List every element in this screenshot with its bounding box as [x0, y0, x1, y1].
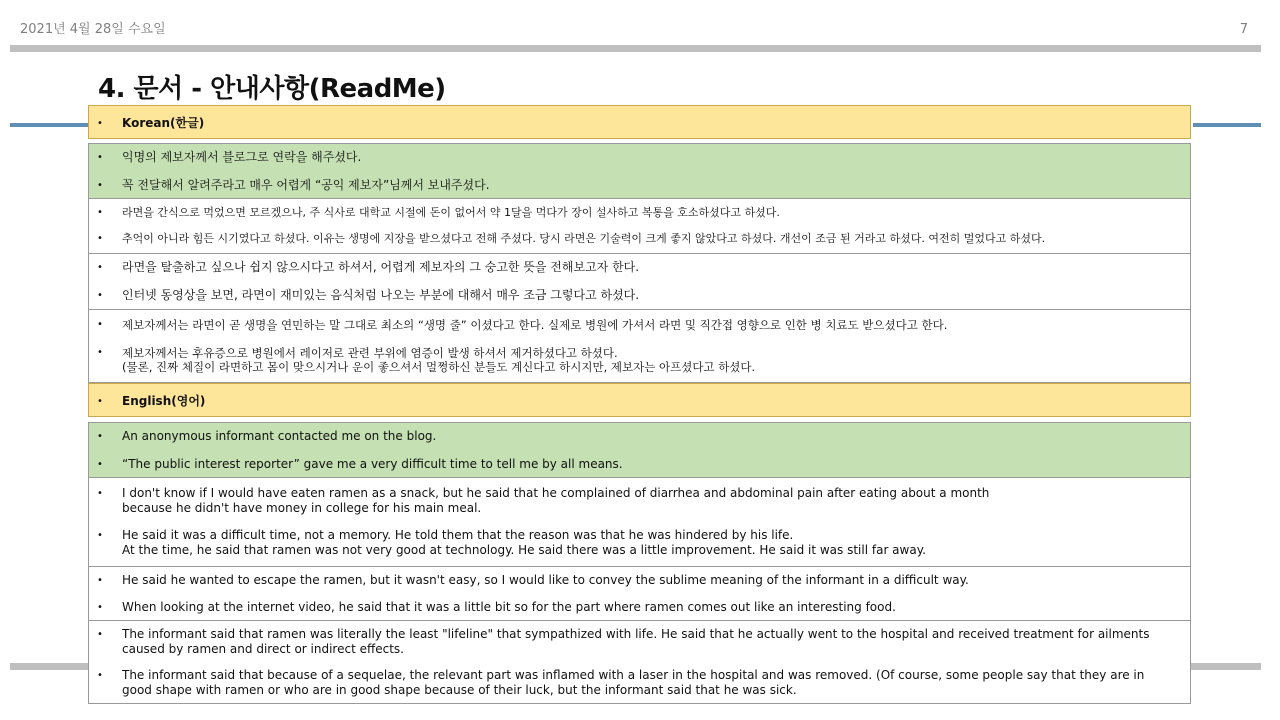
- list-item-text: 인터넷 동영상을 보면, 라면이 재미있는 음식처럼 나오는 부분에 대해서 매우 조금 그렇다고 하셨다.: [122, 288, 640, 302]
- bullet: •: [97, 459, 103, 470]
- list-item-text: 익명의 제보자께서 블로그로 연락을 해주셨다.: [122, 150, 362, 164]
- list-item-text: 꼭 전달해서 알려주라고 매우 어렵게 “공익 제보자”님께서 보내주셨다.: [122, 178, 490, 192]
- list-item-text: 추억이 아니라 힘든 시기였다고 하셨다. 이유는 생명에 지장을 받으셨다고 전해 주셨다. 당시 라면은 기술력이 크게 좋지 않았다고 하셨다. 개선이 조금 된 거라고 하셨다. 여전히 멀었다고 하셨다.: [122, 232, 1046, 245]
- bullet: •: [97, 290, 103, 301]
- list-item-text: 제보자께서는 후유증으로 병원에서 레이저로 관련 부위에 염증이 발생 하셔서 제거하셨다고 하셨다. (물론, 진짜 체질이 라면하고 몸이 맞으시거나 운이 좋으셔서 멀쩡하신 분들도 계신다고 하시지만, 제보자는 아프셨다고 하셨다.: [122, 346, 756, 374]
- list-item-text: The informant said that ramen was literally the least "lifeline" that sympathized with life. He said that he actually went to the hospital and received treatment for ailments caused by ramen and direct or indirect effects.: [122, 627, 1150, 656]
- list-item-text: An anonymous informant contacted me on the blog.: [122, 429, 437, 443]
- page-number: 7: [1239, 22, 1248, 37]
- bullet: •: [97, 530, 103, 541]
- list-item-text: “The public interest reporter” gave me a very difficult time to tell me by all means.: [122, 457, 623, 471]
- list-item-text: 제보자께서는 라면이 곧 생명을 연민하는 말 그대로 최소의 “생명 줄” 이셨다고 한다. 실제로 병원에 가셔서 라면 및 직간접 영향으로 인한 병 치료도 받으셨다고 한다.: [122, 318, 948, 332]
- bullet: •: [97, 575, 103, 586]
- bullet: •: [97, 319, 103, 330]
- section-header-korean: [88, 105, 1191, 139]
- text-box-english-2: [88, 566, 1191, 621]
- bullet: •: [97, 262, 103, 273]
- text-box-korean-3: [88, 309, 1191, 383]
- top-divider-bar: [10, 45, 1261, 52]
- list-item-text: When looking at the internet video, he said that it was a little bit so for the part where ramen comes out like an interesting food.: [122, 600, 896, 614]
- bullet: •: [97, 396, 103, 407]
- slide-title: 4. 문서 - 안내사항(ReadMe): [98, 74, 446, 104]
- text-box-english-3: [88, 620, 1191, 704]
- bullet: •: [97, 347, 103, 358]
- list-item-text: He said he wanted to escape the ramen, but it wasn't easy, so I would like to convey the sublime meaning of the informant in a difficult way.: [122, 573, 969, 587]
- section-header-english: [88, 383, 1191, 417]
- list-item-text: I don't know if I would have eaten ramen as a snack, but he said that he complained of diarrhea and abdominal pain after eating about a month because he didn't have money in college for his main meal.: [122, 486, 990, 515]
- text-box-korean-2: [88, 253, 1191, 310]
- bullet: •: [97, 602, 103, 613]
- bullet: •: [97, 629, 103, 640]
- bullet: •: [97, 488, 103, 499]
- text-box-english-intro: [88, 422, 1191, 478]
- slide-date: 2021년 4월 28일 수요일: [20, 22, 166, 37]
- bullet: •: [97, 431, 103, 442]
- text-box-korean-1: [88, 198, 1191, 254]
- list-item-text: 라면을 간식으로 먹었으면 모르겠으나, 주 식사로 대학교 시절에 돈이 없어서 약 1달을 먹다가 장이 설사하고 복통을 호소하셨다고 하셨다.: [122, 206, 780, 219]
- section-header-label: English(영어): [122, 394, 206, 408]
- text-box-english-1: [88, 477, 1191, 567]
- text-box-korean-intro: [88, 143, 1191, 199]
- list-item-text: He said it was a difficult time, not a memory. He told them that the reason was that he was hindered by his life. At the time, he said that ramen was not very good at technology. He said there was a little improvement. He said it was still far away.: [122, 528, 926, 557]
- bullet: •: [97, 207, 103, 218]
- accent-line-right: [1193, 123, 1261, 127]
- bullet: •: [97, 670, 103, 681]
- bullet: •: [97, 118, 103, 129]
- list-item-text: The informant said that because of a sequelae, the relevant part was inflamed with a laser in the hospital and was removed. (Of course, some people say that they are in good shape with ramen or who are in good shape because of their luck, but the informant said that he was sick.: [122, 668, 1145, 697]
- bullet: •: [97, 180, 103, 191]
- bullet: •: [97, 152, 103, 163]
- accent-line-left: [10, 123, 90, 127]
- bullet: •: [97, 233, 103, 244]
- section-header-label: Korean(한글): [122, 116, 205, 130]
- list-item-text: 라면을 탈출하고 싶으나 쉽지 않으시다고 하셔서, 어렵게 제보자의 그 숭고한 뜻을 전해보고자 한다.: [122, 260, 640, 274]
